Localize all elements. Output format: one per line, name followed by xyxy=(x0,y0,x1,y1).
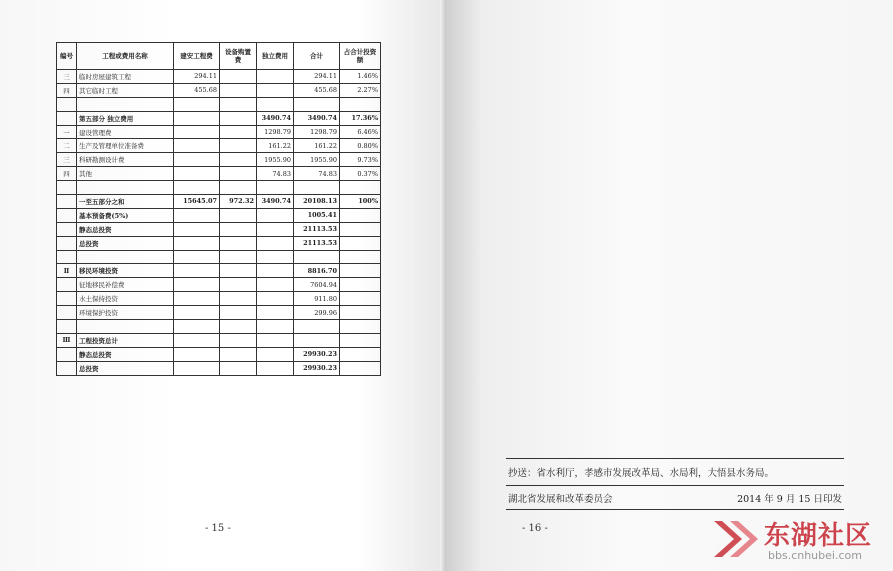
cell-share xyxy=(340,222,381,236)
table-row xyxy=(57,320,381,334)
distribution-block xyxy=(506,458,844,510)
cell-independent-cost xyxy=(257,306,294,320)
cell-independent-cost xyxy=(257,208,294,222)
cell-item-name: 征地移民补偿费 xyxy=(77,278,174,292)
cell-construction-cost: 455.68 xyxy=(174,83,220,97)
issuer: 湖北省发展和改革委员会 xyxy=(508,494,613,505)
cell-no xyxy=(57,250,77,264)
cell-independent-cost: 161.22 xyxy=(257,139,294,153)
table-body xyxy=(57,70,381,376)
cell-share xyxy=(340,264,381,278)
cell-total: 3490.74 xyxy=(294,111,340,125)
table-row xyxy=(57,264,381,278)
page-number-right: - 16 - xyxy=(522,523,548,534)
cell-total: 455.68 xyxy=(294,83,340,97)
cell-no xyxy=(57,195,77,209)
cell-no: 四 xyxy=(57,167,77,181)
cell-item-name: 总投资 xyxy=(77,361,174,375)
cell-equipment-cost xyxy=(220,347,257,361)
cell-no xyxy=(57,320,77,334)
cell-total xyxy=(294,97,340,111)
cell-no xyxy=(57,208,77,222)
cell-independent-cost: 3490.74 xyxy=(257,111,294,125)
cell-equipment-cost xyxy=(220,361,257,375)
cell-share xyxy=(340,250,381,264)
cell-total: 29930.23 xyxy=(294,361,340,375)
cell-independent-cost xyxy=(257,222,294,236)
table-row xyxy=(57,306,381,320)
cell-construction-cost xyxy=(174,236,220,250)
cell-total: 299.96 xyxy=(294,306,340,320)
cell-construction-cost xyxy=(174,264,220,278)
cell-no: Ⅱ xyxy=(57,264,77,278)
cell-independent-cost xyxy=(257,278,294,292)
cell-total: 74.83 xyxy=(294,167,340,181)
cell-total xyxy=(294,320,340,334)
cell-total: 8816.70 xyxy=(294,264,340,278)
table-row xyxy=(57,83,381,97)
cell-construction-cost xyxy=(174,139,220,153)
cell-independent-cost xyxy=(257,292,294,306)
cell-item-name xyxy=(77,250,174,264)
table-row xyxy=(57,222,381,236)
header-construction-cost: 建安工程费 xyxy=(174,43,220,70)
cell-item-name: 建设管理费 xyxy=(77,125,174,139)
cell-share xyxy=(340,208,381,222)
table-row xyxy=(57,139,381,153)
cell-item-name xyxy=(77,97,174,111)
cell-item-name: 水土保持投资 xyxy=(77,292,174,306)
cell-total: 21113.53 xyxy=(294,222,340,236)
cell-construction-cost xyxy=(174,111,220,125)
watermark-brand: 东湖社区 xyxy=(764,521,873,551)
table-row xyxy=(57,111,381,125)
watermark xyxy=(712,513,890,569)
cell-total: 1005.41 xyxy=(294,208,340,222)
cell-share: 6.46% xyxy=(340,125,381,139)
header-no: 编号 xyxy=(57,43,77,70)
cell-independent-cost xyxy=(257,97,294,111)
cell-no xyxy=(57,278,77,292)
cell-independent-cost xyxy=(257,333,294,347)
cell-construction-cost xyxy=(174,292,220,306)
cell-no xyxy=(57,97,77,111)
cell-total xyxy=(294,181,340,195)
cell-total: 7604.94 xyxy=(294,278,340,292)
cell-share xyxy=(340,278,381,292)
cell-item-name: 静态总投资 xyxy=(77,347,174,361)
cell-item-name: 工程投资总计 xyxy=(77,333,174,347)
table-row xyxy=(57,97,381,111)
cell-equipment-cost xyxy=(220,83,257,97)
table-row xyxy=(57,361,381,375)
header-equipment-cost: 设备购置费 xyxy=(220,43,257,70)
cell-equipment-cost xyxy=(220,111,257,125)
cell-share: 9.73% xyxy=(340,153,381,167)
cell-construction-cost xyxy=(174,250,220,264)
cell-item-name: 其它临时工程 xyxy=(77,83,174,97)
table-row xyxy=(57,278,381,292)
cell-share xyxy=(340,181,381,195)
cell-independent-cost xyxy=(257,236,294,250)
cell-item-name: 一至五部分之和 xyxy=(77,195,174,209)
investment-table xyxy=(56,42,381,376)
cell-no xyxy=(57,347,77,361)
cell-item-name: 移民环境投资 xyxy=(77,264,174,278)
cell-item-name: 其他 xyxy=(77,167,174,181)
cell-item-name: 基本预备费(5%) xyxy=(77,208,174,222)
cell-no xyxy=(57,236,77,250)
cell-share xyxy=(340,333,381,347)
issuer-row xyxy=(506,486,844,510)
cc-line: 抄送：省水利厅，孝感市发展改革局、水局利，大悟县水务局。 xyxy=(506,459,844,486)
cell-independent-cost: 3490.74 xyxy=(257,195,294,209)
cell-construction-cost xyxy=(174,97,220,111)
issue-date: 2014 年 9 月 15 日印发 xyxy=(737,494,842,505)
cell-item-name: 环境保护投资 xyxy=(77,306,174,320)
cell-equipment-cost xyxy=(220,236,257,250)
cell-equipment-cost xyxy=(220,97,257,111)
table-row xyxy=(57,167,381,181)
cell-equipment-cost xyxy=(220,167,257,181)
cell-equipment-cost xyxy=(220,208,257,222)
cell-equipment-cost xyxy=(220,125,257,139)
cell-no: 三 xyxy=(57,153,77,167)
cell-share xyxy=(340,306,381,320)
cell-equipment-cost xyxy=(220,70,257,84)
cell-construction-cost xyxy=(174,167,220,181)
cell-equipment-cost xyxy=(220,306,257,320)
cell-share xyxy=(340,361,381,375)
cell-total: 29930.23 xyxy=(294,347,340,361)
cell-independent-cost xyxy=(257,83,294,97)
table-row xyxy=(57,208,381,222)
cell-construction-cost xyxy=(174,125,220,139)
cell-total xyxy=(294,333,340,347)
table-row xyxy=(57,292,381,306)
cell-share: 2.27% xyxy=(340,83,381,97)
header-item-name: 工程或费用名称 xyxy=(77,43,174,70)
cell-construction-cost xyxy=(174,320,220,334)
table-row xyxy=(57,181,381,195)
table-row xyxy=(57,250,381,264)
cell-equipment-cost xyxy=(220,278,257,292)
cell-no xyxy=(57,361,77,375)
cell-equipment-cost xyxy=(220,292,257,306)
cell-total: 21113.53 xyxy=(294,236,340,250)
cell-construction-cost xyxy=(174,306,220,320)
cell-construction-cost: 15645.07 xyxy=(174,195,220,209)
left-page xyxy=(0,0,446,571)
table-row xyxy=(57,153,381,167)
cell-share xyxy=(340,236,381,250)
cell-independent-cost: 74.83 xyxy=(257,167,294,181)
cell-share xyxy=(340,347,381,361)
cell-equipment-cost xyxy=(220,222,257,236)
cell-no xyxy=(57,111,77,125)
cell-total: 1298.79 xyxy=(294,125,340,139)
cell-total: 20108.13 xyxy=(294,195,340,209)
cell-share xyxy=(340,292,381,306)
cell-independent-cost xyxy=(257,361,294,375)
table-row xyxy=(57,236,381,250)
cell-share xyxy=(340,320,381,334)
table-row xyxy=(57,333,381,347)
cell-no: 四 xyxy=(57,83,77,97)
cell-share: 0.80% xyxy=(340,139,381,153)
cell-no xyxy=(57,306,77,320)
cell-no: 三 xyxy=(57,70,77,84)
cell-share: 1.46% xyxy=(340,70,381,84)
header-independent-cost: 独立费用 xyxy=(257,43,294,70)
table-row xyxy=(57,125,381,139)
cell-total: 911.80 xyxy=(294,292,340,306)
cell-equipment-cost xyxy=(220,181,257,195)
cell-construction-cost xyxy=(174,222,220,236)
cell-equipment-cost xyxy=(220,264,257,278)
cell-total: 294.11 xyxy=(294,70,340,84)
cell-construction-cost: 294.11 xyxy=(174,70,220,84)
table-row xyxy=(57,195,381,209)
cell-share: 100% xyxy=(340,195,381,209)
cell-independent-cost xyxy=(257,250,294,264)
cell-no xyxy=(57,292,77,306)
cell-independent-cost xyxy=(257,70,294,84)
cell-item-name xyxy=(77,181,174,195)
cell-construction-cost xyxy=(174,208,220,222)
cell-no xyxy=(57,181,77,195)
page-number-left: - 15 - xyxy=(205,523,231,534)
cell-item-name: 临时房屋建筑工程 xyxy=(77,70,174,84)
cell-total: 161.22 xyxy=(294,139,340,153)
cell-equipment-cost xyxy=(220,153,257,167)
table-row xyxy=(57,70,381,84)
cell-construction-cost xyxy=(174,181,220,195)
cell-total xyxy=(294,250,340,264)
cell-equipment-cost xyxy=(220,333,257,347)
cell-construction-cost xyxy=(174,347,220,361)
cell-no xyxy=(57,222,77,236)
cell-construction-cost xyxy=(174,153,220,167)
cell-equipment-cost: 972.32 xyxy=(220,195,257,209)
watermark-logo-icon xyxy=(712,517,760,561)
cell-independent-cost: 1955.90 xyxy=(257,153,294,167)
cell-independent-cost xyxy=(257,264,294,278)
cell-construction-cost xyxy=(174,278,220,292)
cell-equipment-cost xyxy=(220,320,257,334)
cell-share: 0.37% xyxy=(340,167,381,181)
cell-item-name: 生产及管理单位准备费 xyxy=(77,139,174,153)
cell-item-name: 静态总投资 xyxy=(77,222,174,236)
cell-no: Ⅲ xyxy=(57,333,77,347)
cell-share xyxy=(340,97,381,111)
cell-independent-cost: 1298.79 xyxy=(257,125,294,139)
cell-no: 一 xyxy=(57,125,77,139)
cell-construction-cost xyxy=(174,361,220,375)
cell-item-name: 科研勘测设计费 xyxy=(77,153,174,167)
cell-share: 17.36% xyxy=(340,111,381,125)
watermark-url: bbs.cnhubei.com xyxy=(768,549,862,562)
cell-total: 1955.90 xyxy=(294,153,340,167)
cell-item-name: 第五部分 独立费用 xyxy=(77,111,174,125)
table-row xyxy=(57,347,381,361)
cell-equipment-cost xyxy=(220,250,257,264)
cell-independent-cost xyxy=(257,347,294,361)
header-total: 合计 xyxy=(294,43,340,70)
cell-independent-cost xyxy=(257,181,294,195)
cell-item-name xyxy=(77,320,174,334)
cell-independent-cost xyxy=(257,320,294,334)
cell-equipment-cost xyxy=(220,139,257,153)
header-share: 占合计投资额 xyxy=(340,43,381,70)
table-header-row xyxy=(57,43,381,70)
cell-construction-cost xyxy=(174,333,220,347)
cell-no: 二 xyxy=(57,139,77,153)
cell-item-name: 总投资 xyxy=(77,236,174,250)
